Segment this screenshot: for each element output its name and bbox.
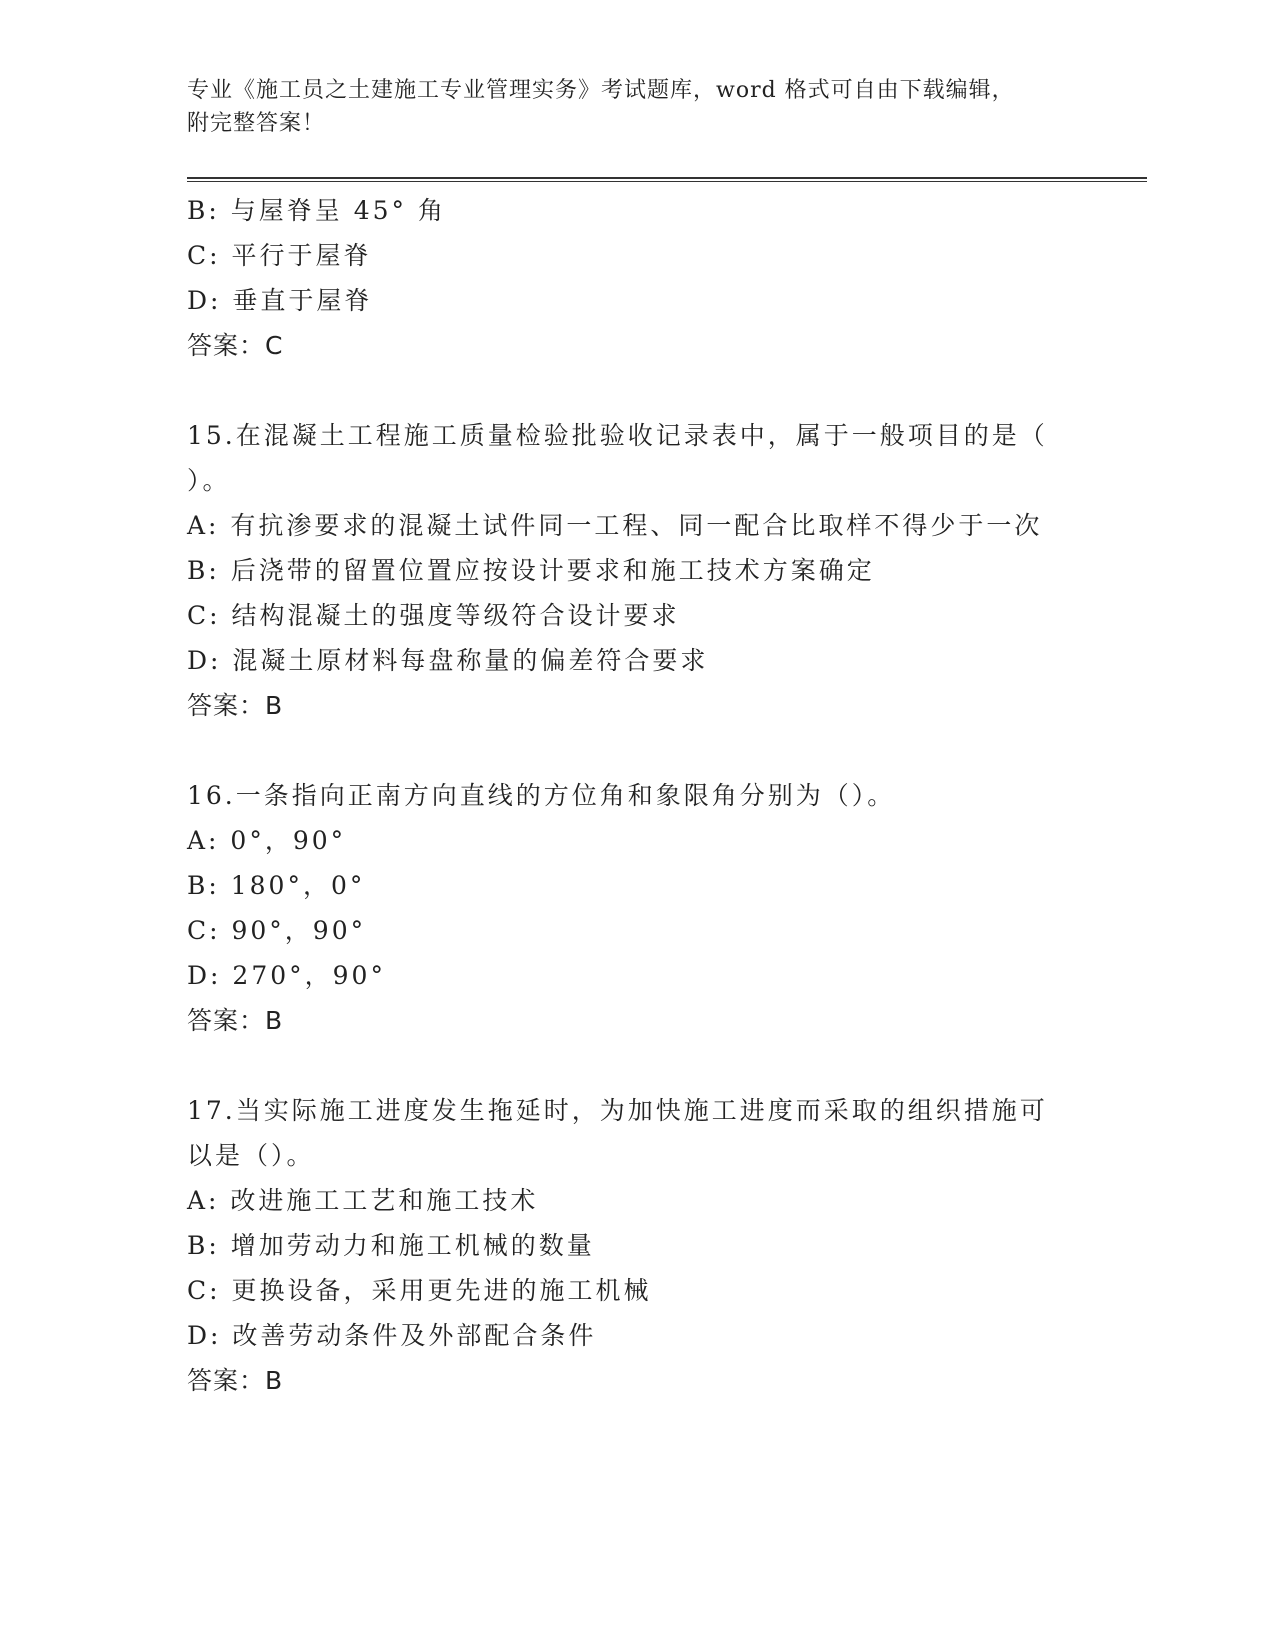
option-c: C: 结构混凝土的强度等级符合设计要求 <box>187 601 680 630</box>
option-b: B: 180°，0° <box>187 871 366 900</box>
question-stem-continued: ）。 <box>187 466 231 495</box>
option-d: D: 垂直于屋脊 <box>187 286 373 315</box>
answer: 答案：B <box>187 691 284 720</box>
question-stem: 15.在混凝土工程施工质量检验批验收记录表中，属于一般项目的是（ <box>187 421 1048 450</box>
option-c: C: 更换设备，采用更先进的施工机械 <box>187 1276 652 1305</box>
question-14 <box>187 188 1087 368</box>
question-15 <box>187 413 1087 728</box>
option-b: B: 后浇带的留置位置应按设计要求和施工技术方案确定 <box>187 556 875 585</box>
question-17 <box>187 1088 1087 1403</box>
question-stem: 17.当实际施工进度发生拖延时，为加快施工进度而采取的组织措施可 <box>187 1096 1048 1125</box>
spacer <box>187 1043 1087 1088</box>
header-line-2: 附完整答案！ <box>187 111 326 136</box>
header-line-1: 专业《施工员之土建施工专业管理实务》考试题库，word 格式可自由下载编辑， <box>187 78 1015 103</box>
option-d: D: 改善劳动条件及外部配合条件 <box>187 1321 597 1350</box>
option-c: C: 90°，90° <box>187 916 367 945</box>
spacer <box>187 728 1087 773</box>
question-16 <box>187 773 1087 1043</box>
spacer <box>187 368 1087 413</box>
option-d: D: 混凝土原材料每盘称量的偏差符合要求 <box>187 646 709 675</box>
option-a: A: 有抗渗要求的混凝土试件同一工程、同一配合比取样不得少于一次 <box>187 511 1043 540</box>
document-header <box>187 74 1087 140</box>
answer: 答案：C <box>187 331 284 360</box>
option-a: A: 0°，90° <box>187 826 347 855</box>
question-list <box>187 188 1087 1403</box>
option-b: B: 增加劳动力和施工机械的数量 <box>187 1231 595 1260</box>
option-a: A: 改进施工工艺和施工技术 <box>187 1186 539 1215</box>
answer: 答案：B <box>187 1006 284 1035</box>
question-stem-continued: 以是（）。 <box>187 1141 315 1170</box>
option-d: D: 270°，90° <box>187 961 386 990</box>
option-b: B: 与屋脊呈 45° 角 <box>187 196 446 225</box>
header-divider <box>187 177 1147 182</box>
option-c: C: 平行于屋脊 <box>187 241 372 270</box>
question-stem: 16.一条指向正南方向直线的方位角和象限角分别为（）。 <box>187 781 896 810</box>
answer: 答案：B <box>187 1366 284 1395</box>
